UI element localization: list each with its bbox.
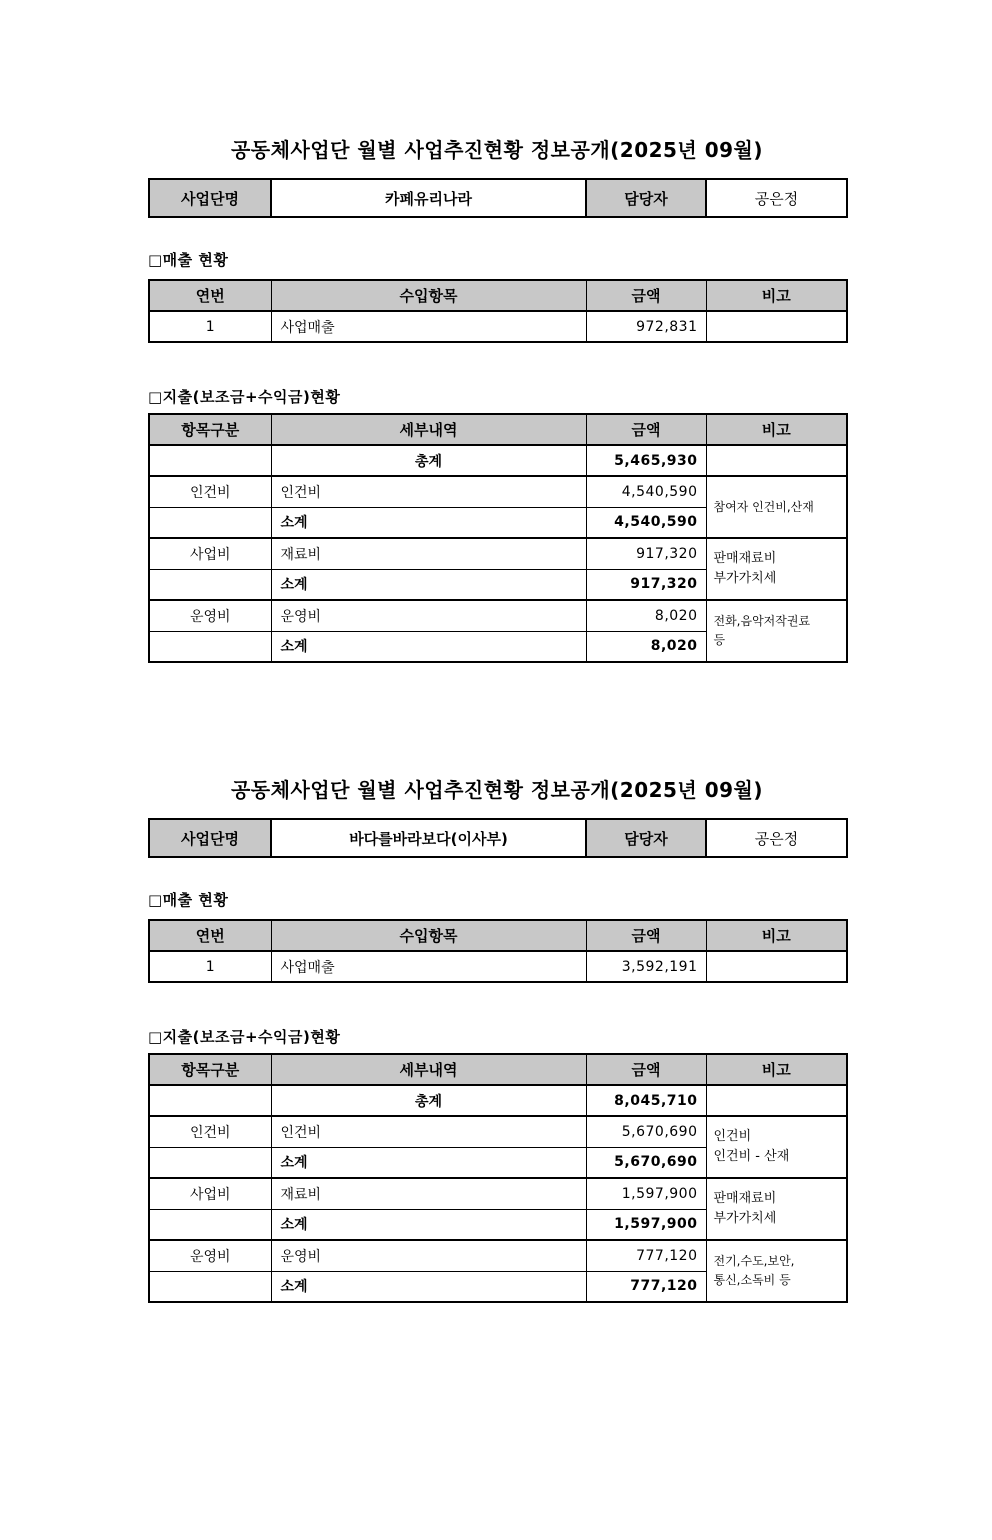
expense-subtotal-empty [149, 1209, 271, 1240]
expense-group-row [149, 476, 847, 507]
expense-subtotal-amount: 5,670,690 [586, 1147, 706, 1178]
expense-note-line: 전기,수도,보안, [713, 1254, 795, 1268]
expense-header-row [149, 1054, 847, 1085]
expense-detail: 재료비 [271, 538, 586, 569]
expense-detail: 인건비 [271, 1116, 586, 1147]
manager-label: 담당자 [586, 819, 706, 857]
expense-subtotal-amount: 917,320 [586, 569, 706, 600]
section-1-sales-table [148, 279, 848, 343]
section-2-sales-table [148, 919, 848, 983]
section-2-expense-table [148, 1053, 848, 1303]
expense-category: 인건비 [149, 476, 271, 507]
expense-total-amount: 5,465,930 [586, 445, 706, 476]
section-2-title: 공동체사업단 월별 사업추진현황 정보공개(2025년 09월) [230, 778, 764, 802]
expense-total-amount: 8,045,710 [586, 1085, 706, 1116]
expense-group-row [149, 538, 847, 569]
expense-subtotal-amount: 8,020 [586, 631, 706, 662]
expense-note [706, 600, 847, 662]
sales-header-amount: 금액 [586, 280, 706, 311]
expense-category: 사업비 [149, 538, 271, 569]
expense-category: 운영비 [149, 1240, 271, 1271]
expense-note-line: 참여자 인건비,산재 [713, 499, 814, 514]
sales-row-no: 1 [149, 311, 271, 342]
expense-subtotal-empty [149, 1147, 271, 1178]
expense-subtotal-amount: 777,120 [586, 1271, 706, 1302]
expense-detail: 운영비 [271, 600, 586, 631]
business-name-value: 바다를바라보다(이사부) [271, 819, 586, 857]
expense-amount: 917,320 [586, 538, 706, 569]
page-content [148, 137, 846, 1303]
expense-total-row [149, 445, 847, 476]
expense-note [706, 538, 847, 600]
expense-note-line: 판매재료비 [713, 1191, 777, 1206]
expense-note-line: 부가가치세 [713, 571, 777, 586]
section-1-title: 공동체사업단 월별 사업추진현황 정보공개(2025년 09월) [230, 138, 764, 162]
manager-value: 공은정 [706, 819, 847, 857]
sales-data-row [149, 951, 847, 982]
expense-note-line: 통신,소독비 등 [713, 1273, 791, 1287]
sales-data-row [149, 311, 847, 342]
expense-amount: 8,020 [586, 600, 706, 631]
expense-header-note: 비고 [706, 1054, 847, 1085]
expense-header-note: 비고 [706, 414, 847, 445]
expense-header-row [149, 414, 847, 445]
expense-subtotal-label: 소계 [271, 1147, 586, 1178]
expense-subtotal-label: 소계 [271, 631, 586, 662]
expense-total-row [149, 1085, 847, 1116]
sales-header-no: 연번 [149, 280, 271, 311]
sales-header-row [149, 280, 847, 311]
expense-category: 운영비 [149, 600, 271, 631]
expense-note [706, 1240, 847, 1302]
expense-detail: 운영비 [271, 1240, 586, 1271]
expense-note [706, 476, 847, 538]
expense-subtotal-label: 소계 [271, 507, 586, 538]
expense-note-line: 부가가치세 [713, 1211, 777, 1226]
expense-subtotal-empty [149, 507, 271, 538]
section-1-expense-heading: □지출(보조금+수익금)현황 [148, 388, 341, 406]
expense-group-row [149, 1116, 847, 1147]
expense-group-row [149, 600, 847, 631]
sales-row-note [706, 311, 847, 342]
sales-header-note: 비고 [706, 920, 847, 951]
expense-group-row [149, 1240, 847, 1271]
business-name-label: 사업단명 [149, 819, 271, 857]
sales-row-item: 사업매출 [271, 311, 586, 342]
section-1-sales-heading: □매출 현황 [148, 251, 229, 269]
info-row [149, 179, 847, 217]
expense-amount: 4,540,590 [586, 476, 706, 507]
expense-total-label: 총계 [271, 445, 586, 476]
expense-header-amount: 금액 [586, 414, 706, 445]
sales-row-amount: 3,592,191 [586, 951, 706, 982]
sales-header-note: 비고 [706, 280, 847, 311]
expense-amount: 1,597,900 [586, 1178, 706, 1209]
expense-total-label: 총계 [271, 1085, 586, 1116]
expense-header-detail: 세부내역 [271, 414, 586, 445]
sales-row-no: 1 [149, 951, 271, 982]
expense-total-empty [149, 1085, 271, 1116]
expense-header-detail: 세부내역 [271, 1054, 586, 1085]
sales-row-note [706, 951, 847, 982]
expense-subtotal-label: 소계 [271, 1209, 586, 1240]
expense-amount: 777,120 [586, 1240, 706, 1271]
manager-value: 공은정 [706, 179, 847, 217]
expense-note-line: 등 [713, 633, 726, 647]
expense-subtotal-amount: 1,597,900 [586, 1209, 706, 1240]
expense-subtotal-empty [149, 631, 271, 662]
manager-label: 담당자 [586, 179, 706, 217]
sales-row-item: 사업매출 [271, 951, 586, 982]
sales-header-row [149, 920, 847, 951]
sales-header-amount: 금액 [586, 920, 706, 951]
expense-detail: 재료비 [271, 1178, 586, 1209]
expense-category: 사업비 [149, 1178, 271, 1209]
section-2-sales-heading: □매출 현황 [148, 891, 229, 909]
expense-category: 인건비 [149, 1116, 271, 1147]
expense-detail: 인건비 [271, 476, 586, 507]
expense-subtotal-empty [149, 1271, 271, 1302]
expense-note-line: 전화,음악저작권료 [713, 614, 811, 628]
expense-note [706, 1178, 847, 1240]
info-row [149, 819, 847, 857]
expense-total-note [706, 445, 847, 476]
business-name-value: 카페유리나라 [271, 179, 586, 217]
sales-header-item: 수입항목 [271, 280, 586, 311]
section-1-expense-table [148, 413, 848, 663]
expense-note-line: 인건비 [713, 1129, 752, 1144]
expense-subtotal-label: 소계 [271, 1271, 586, 1302]
expense-note [706, 1116, 847, 1178]
expense-header-category: 항목구분 [149, 414, 271, 445]
business-name-label: 사업단명 [149, 179, 271, 217]
expense-subtotal-empty [149, 569, 271, 600]
expense-total-empty [149, 445, 271, 476]
section-2-info-table [148, 818, 848, 858]
section-2-expense-heading: □지출(보조금+수익금)현황 [148, 1028, 341, 1046]
expense-total-note [706, 1085, 847, 1116]
expense-amount: 5,670,690 [586, 1116, 706, 1147]
sales-row-amount: 972,831 [586, 311, 706, 342]
expense-subtotal-amount: 4,540,590 [586, 507, 706, 538]
section-1-info-table [148, 178, 848, 218]
expense-header-amount: 금액 [586, 1054, 706, 1085]
sales-header-item: 수입항목 [271, 920, 586, 951]
expense-subtotal-label: 소계 [271, 569, 586, 600]
sales-header-no: 연번 [149, 920, 271, 951]
expense-group-row [149, 1178, 847, 1209]
expense-header-category: 항목구분 [149, 1054, 271, 1085]
expense-note-line: 판매재료비 [713, 551, 777, 566]
expense-note-line: 인건비 - 산재 [713, 1149, 790, 1164]
